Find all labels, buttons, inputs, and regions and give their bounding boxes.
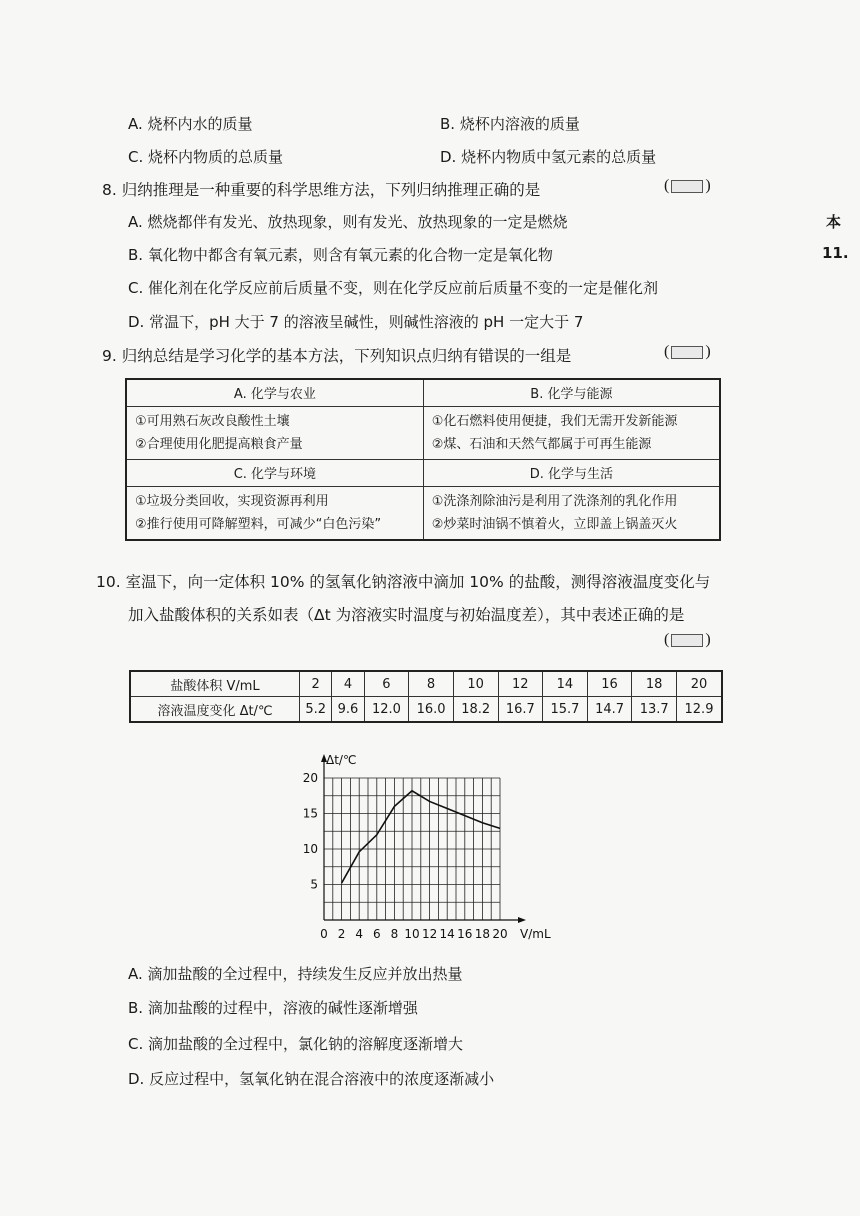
q10-temp-cell: 12.9 bbox=[677, 697, 723, 723]
q8-answer-box[interactable] bbox=[671, 180, 703, 193]
q8-answer-bracket: ( ) bbox=[664, 177, 711, 194]
y-tick-label: 15 bbox=[302, 806, 318, 821]
y-axis-label: Δt/℃ bbox=[326, 753, 357, 767]
q9-a-item-2: ②合理使用化肥提高粮食产量 bbox=[135, 437, 303, 452]
q10-stem-line-2: 加入盐酸体积的关系如表（Δt 为溶液实时温度与初始温度差），其中表述正确的是 bbox=[128, 606, 685, 624]
q10-temp-label: 溶液温度变化 Δt/℃ bbox=[130, 697, 300, 723]
q8-option-d: D. 常温下，pH 大于 7 的溶液呈碱性，则碱性溶液的 pH 一定大于 7 bbox=[128, 313, 584, 331]
q7-option-c: C. 烧杯内物质的总质量 bbox=[128, 148, 284, 166]
x-tick-label: 12 bbox=[421, 927, 438, 941]
q10-temp-cell: 16.0 bbox=[409, 697, 454, 723]
q10-temp-cell: 15.7 bbox=[543, 697, 588, 723]
q7-option-b: B. 烧杯内溶液的质量 bbox=[440, 115, 580, 133]
q10-option-b: B. 滴加盐酸的过程中，溶液的碱性逐渐增强 bbox=[128, 999, 418, 1017]
q7-option-d: D. 烧杯内物质中氢元素的总质量 bbox=[440, 148, 657, 166]
q9-b-item-2: ②煤、石油和天然气都属于可再生能源 bbox=[431, 437, 652, 452]
edge-text-bottom: 11. bbox=[822, 244, 849, 262]
q9-knowledge-table bbox=[125, 378, 721, 541]
x-tick-label: 10 bbox=[404, 927, 420, 941]
q9-cell-d-head: D. 化学与生活 bbox=[423, 460, 720, 487]
q10-temp-row bbox=[130, 697, 722, 723]
q10-volume-cell: 6 bbox=[364, 671, 409, 697]
q10-volume-cell: 20 bbox=[677, 671, 723, 697]
q10-volume-cell: 16 bbox=[587, 671, 632, 697]
q10-volume-cell: 2 bbox=[300, 671, 332, 697]
q9-answer-bracket: ( ) bbox=[664, 343, 711, 360]
q9-cell-c-head: C. 化学与环境 bbox=[126, 460, 423, 487]
q10-data-table bbox=[129, 670, 723, 723]
temperature-change-chart bbox=[290, 750, 560, 950]
q8-option-a: A. 燃烧都伴有发光、放热现象，则有发光、放热现象的一定是燃烧 bbox=[128, 213, 568, 231]
q10-volume-cell: 10 bbox=[453, 671, 498, 697]
x-axis-label: V/mL bbox=[520, 927, 551, 941]
q10-temp-cell: 9.6 bbox=[332, 697, 364, 723]
q9-d-item-1: ①洗涤剂除油污是利用了洗涤剂的乳化作用 bbox=[431, 494, 678, 509]
q9-cell-d bbox=[423, 487, 720, 541]
q9-a-item-1: ①可用熟石灰改良酸性土壤 bbox=[135, 414, 290, 429]
q9-cell-b-head: B. 化学与能源 bbox=[423, 379, 720, 407]
q10-volume-row bbox=[130, 671, 722, 697]
x-tick-label: 14 bbox=[439, 927, 455, 941]
x-tick-label: 2 bbox=[337, 927, 346, 941]
q9-c-item-1: ①垃圾分类回收，实现资源再利用 bbox=[135, 494, 329, 509]
y-tick-label: 5 bbox=[310, 877, 318, 892]
q9-cell-b bbox=[423, 407, 720, 460]
x-tick-label: 0 bbox=[320, 927, 328, 941]
q10-volume-cell: 14 bbox=[543, 671, 588, 697]
q9-cell-a-head: A. 化学与农业 bbox=[126, 379, 423, 407]
q10-stem-line-1: 10. 室温下，向一定体积 10% 的氢氧化钠溶液中滴加 10% 的盐酸，测得溶液温度变化与 bbox=[96, 573, 711, 591]
q10-temp-cell: 12.0 bbox=[364, 697, 409, 723]
q10-answer-box[interactable] bbox=[671, 634, 703, 647]
q10-option-d: D. 反应过程中，氢氧化钠在混合溶液中的浓度逐渐减小 bbox=[128, 1070, 495, 1088]
q8-option-b: B. 氧化物中都含有氧元素，则含有氧元素的化合物一定是氧化物 bbox=[128, 246, 553, 264]
q10-volume-cell: 4 bbox=[332, 671, 364, 697]
q10-volume-cell: 18 bbox=[632, 671, 677, 697]
q9-c-item-2: ②推行使用可降解塑料，可减少“白色污染” bbox=[135, 517, 382, 532]
q10-volume-label: 盐酸体积 V/mL bbox=[130, 671, 300, 697]
edge-text-top: 本 bbox=[826, 213, 842, 231]
q10-temp-cell: 18.2 bbox=[453, 697, 498, 723]
q9-stem: 9. 归纳总结是学习化学的基本方法，下列知识点归纳有错误的一组是 bbox=[102, 347, 572, 365]
q10-volume-cell: 8 bbox=[409, 671, 454, 697]
q8-option-c: C. 催化剂在化学反应前后质量不变，则在化学反应前后质量不变的一定是催化剂 bbox=[128, 279, 659, 297]
q10-answer-bracket: ( ) bbox=[664, 631, 711, 648]
x-tick-label: 20 bbox=[492, 927, 508, 941]
q10-option-c: C. 滴加盐酸的全过程中，氯化钠的溶解度逐渐增大 bbox=[128, 1035, 464, 1053]
q10-option-a: A. 滴加盐酸的全过程中，持续发生反应并放出热量 bbox=[128, 965, 463, 983]
y-tick-label: 10 bbox=[302, 842, 318, 856]
x-tick-label: 6 bbox=[372, 927, 381, 941]
q10-temp-cell: 13.7 bbox=[632, 697, 677, 723]
q9-cell-c bbox=[126, 487, 423, 541]
q7-option-a: A. 烧杯内水的质量 bbox=[128, 115, 253, 133]
q10-temp-cell: 14.7 bbox=[587, 697, 632, 723]
x-tick-label: 18 bbox=[474, 927, 491, 941]
q9-cell-a bbox=[126, 407, 423, 460]
q10-volume-cell: 12 bbox=[498, 671, 543, 697]
q9-d-item-2: ②炒菜时油锅不慎着火，立即盖上锅盖灭火 bbox=[431, 517, 678, 532]
q10-temp-cell: 16.7 bbox=[498, 697, 543, 723]
x-axis-arrow bbox=[518, 917, 526, 923]
x-tick-label: 16 bbox=[457, 927, 473, 941]
q9-b-item-1: ①化石燃料使用便捷，我们无需开发新能源 bbox=[431, 414, 678, 429]
y-tick-label: 20 bbox=[302, 771, 318, 785]
q10-temp-cell: 5.2 bbox=[300, 697, 332, 723]
x-tick-label: 4 bbox=[355, 927, 364, 941]
q9-answer-box[interactable] bbox=[671, 346, 703, 359]
q8-stem: 8. 归纳推理是一种重要的科学思维方法，下列归纳推理正确的是 bbox=[102, 181, 541, 199]
x-tick-label: 8 bbox=[390, 927, 399, 941]
